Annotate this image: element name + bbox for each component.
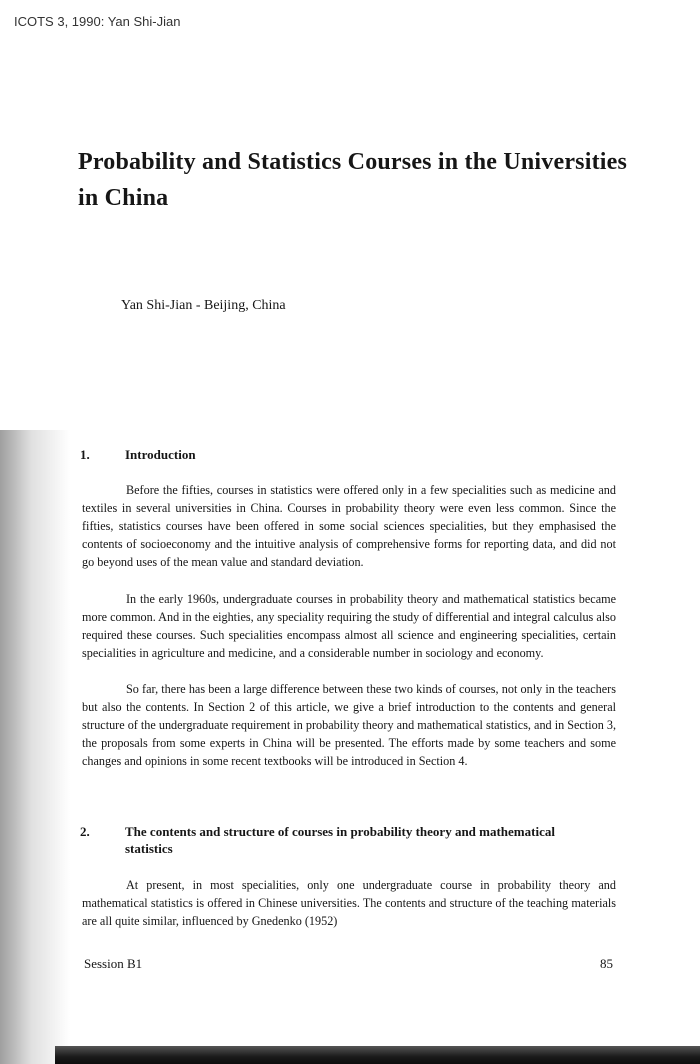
section-title: The contents and structure of courses in probability theory and mathematical statistics [125, 824, 555, 856]
section-number: 1. [80, 447, 90, 462]
section-title: Introduction [125, 447, 196, 462]
paper-title: Probability and Statistics Courses in the Universities in China [78, 149, 628, 211]
page-number: 85 [600, 956, 613, 971]
session-label: Session B1 [84, 956, 143, 971]
section-number: 2. [80, 824, 90, 839]
paragraph: At present, in most specialities, only one undergraduate course in probability theory and mathematical statistics is offered in Chinese universities. The contents and structure of the teaching materials are all quite similar, influenced by Gnedenko (1952) [82, 878, 616, 929]
paragraph: So far, there has been a large difference between these two kinds of courses, not only in the teachers but also the contents. In Section 2 of this article, we give a brief introduction to the contents and general structure of the undergraduate requirement in probability theory and mathematical statistics, and in Section 3, the proposals from some experts in China will be presented. The efforts made by some teachers and some changes and opinions in some recent textbooks will be introduced in Section 4. [82, 682, 616, 769]
scan-binding-shadow [0, 430, 70, 1064]
author-line: Yan Shi-Jian - Beijing, China [121, 298, 286, 313]
paragraph: In the early 1960s, undergraduate courses in probability theory and mathematical statistics became more common. And in the eighties, any speciality requiring the study of differential and integral calculus also required these courses. Such specialities encompass almost all science and engineering specialities, certain specialities in agriculture and medicine, and a considerable number in sociology and economy. [82, 592, 616, 661]
scan-bottom-edge [55, 1046, 700, 1064]
running-head: ICOTS 3, 1990: Yan Shi-Jian [14, 14, 181, 29]
paragraph: Before the fifties, courses in statistics were offered only in a few specialities such as medicine and textiles in several universities in China. Courses in probability theory were even less common. Since the fifties, statistics courses have been offered in some social sciences specialities, but they emphasised the contents of socioeconomy and the intuitive analysis of comprehensive forms for reporting data, and did not go beyond uses of the mean value and standard deviation. [82, 483, 616, 570]
